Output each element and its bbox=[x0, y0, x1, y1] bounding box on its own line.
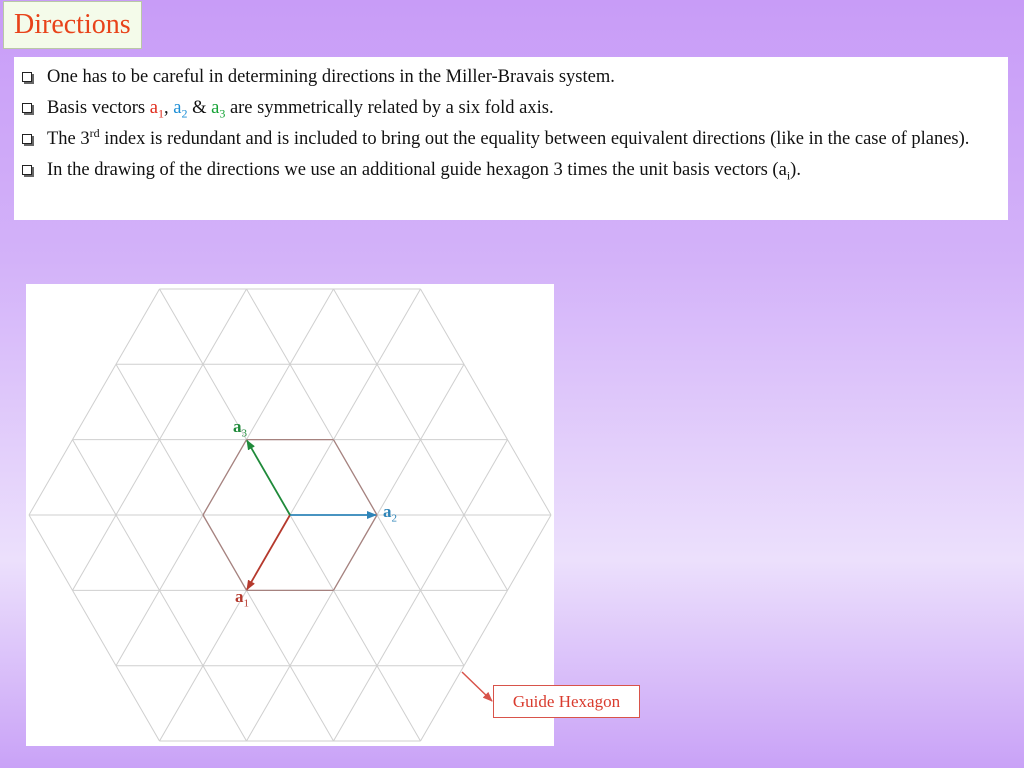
grid-line bbox=[29, 515, 73, 590]
grid-line bbox=[377, 666, 421, 741]
grid-line bbox=[116, 364, 160, 439]
grid-line bbox=[203, 666, 247, 741]
grid-line bbox=[421, 590, 465, 665]
grid-line bbox=[421, 364, 465, 439]
basis-vector-a1: $a_1$ bbox=[149, 98, 164, 121]
grid-line bbox=[160, 666, 204, 741]
basis-vector-a2: $a_2$ bbox=[173, 98, 188, 121]
grid-line bbox=[290, 515, 334, 590]
bullet-list-panel bbox=[14, 57, 1008, 220]
grid-line bbox=[73, 515, 117, 590]
guide-hexagon-callout: Guide Hexagon bbox=[493, 685, 640, 718]
bullet-text-1: One has to be careful in determining directions in the Miller-Bravais system. bbox=[47, 67, 615, 87]
grid-line bbox=[73, 440, 117, 515]
label-a3: $a_3$ bbox=[233, 417, 247, 440]
bullet-item-4: In the drawing of the directions we use an additional guide hexagon 3 times the unit basis vectors $(a_i)$. bbox=[20, 155, 1008, 186]
bullet-text-2a: Basis vectors bbox=[47, 98, 150, 118]
hexagonal-grid-diagram bbox=[26, 284, 554, 746]
basis-vector-a3: $a_3$ bbox=[211, 98, 226, 121]
grid-line bbox=[73, 590, 117, 665]
grid-line bbox=[421, 440, 465, 515]
grid-line bbox=[421, 666, 465, 741]
checkbox-bullet-icon bbox=[22, 134, 32, 144]
grid-line bbox=[247, 666, 291, 741]
unit-hexagon-edge bbox=[334, 440, 378, 515]
grid-line bbox=[290, 364, 334, 439]
grid-line bbox=[421, 289, 465, 364]
grid-line bbox=[377, 515, 421, 590]
grid-line bbox=[464, 590, 508, 665]
unit-hexagon-edge bbox=[203, 440, 247, 515]
grid-line bbox=[508, 515, 552, 590]
grid-line bbox=[247, 590, 291, 665]
bullet-text-4: In the drawing of the directions we use an additional guide hexagon 3 times the unit basis vectors (a bbox=[47, 160, 787, 180]
grid-line bbox=[334, 364, 378, 439]
grid-line bbox=[116, 666, 160, 741]
bullet-text-3: index is redundant and is included to bring out the equality between equivalent directions (like in the case of planes). bbox=[99, 129, 970, 149]
grid-line bbox=[116, 289, 160, 364]
grid-line bbox=[116, 440, 160, 515]
grid-line bbox=[334, 666, 378, 741]
grid-line bbox=[160, 289, 204, 364]
grid-line bbox=[421, 515, 465, 590]
vector-a3-arrow bbox=[247, 441, 290, 515]
grid-line bbox=[464, 440, 508, 515]
slide-title: Directions bbox=[3, 1, 142, 49]
grid-line bbox=[160, 515, 204, 590]
grid-line bbox=[334, 289, 378, 364]
checkbox-bullet-icon bbox=[22, 165, 32, 175]
grid-line bbox=[377, 364, 421, 439]
grid-line bbox=[377, 590, 421, 665]
grid-line bbox=[116, 515, 160, 590]
grid-line bbox=[290, 590, 334, 665]
checkbox-bullet-icon bbox=[22, 103, 32, 113]
hexagonal-grid-svg bbox=[26, 284, 554, 746]
grid-line bbox=[73, 364, 117, 439]
grid-line bbox=[464, 515, 508, 590]
grid-line bbox=[116, 590, 160, 665]
grid-line bbox=[247, 289, 291, 364]
grid-line bbox=[377, 289, 421, 364]
grid-line bbox=[160, 364, 204, 439]
grid-line bbox=[290, 289, 334, 364]
bullet-text-2b: are symmetrically related by a six fold axis. bbox=[225, 98, 554, 118]
grid-line bbox=[160, 590, 204, 665]
grid-line bbox=[334, 590, 378, 665]
grid-line bbox=[247, 364, 291, 439]
checkbox-bullet-icon bbox=[22, 72, 32, 82]
label-a1: $a_1$ bbox=[235, 587, 249, 610]
unit-hexagon-edge bbox=[334, 515, 378, 590]
vector-a1-arrow bbox=[247, 515, 290, 589]
unit-hexagon-edge bbox=[203, 515, 247, 590]
grid-line bbox=[203, 289, 247, 364]
bullet-item-2: Basis vectors $a_1$, $a_2$ & $a_3$ are symmetrically related by a six fold axis. bbox=[20, 93, 1008, 124]
bullet-item-1 bbox=[20, 62, 1008, 93]
bullet-item-3: The 3rd index is redundant and is included to bring out the equality between equivalent directions (like in the case of planes). bbox=[20, 124, 1008, 155]
bullet-list bbox=[14, 57, 1008, 186]
grid-line bbox=[464, 364, 508, 439]
grid-line bbox=[508, 440, 552, 515]
grid-line bbox=[290, 666, 334, 741]
grid-line bbox=[29, 440, 73, 515]
grid-line bbox=[160, 440, 204, 515]
grid-line bbox=[290, 440, 334, 515]
label-a2: $a_2$ bbox=[383, 502, 397, 525]
